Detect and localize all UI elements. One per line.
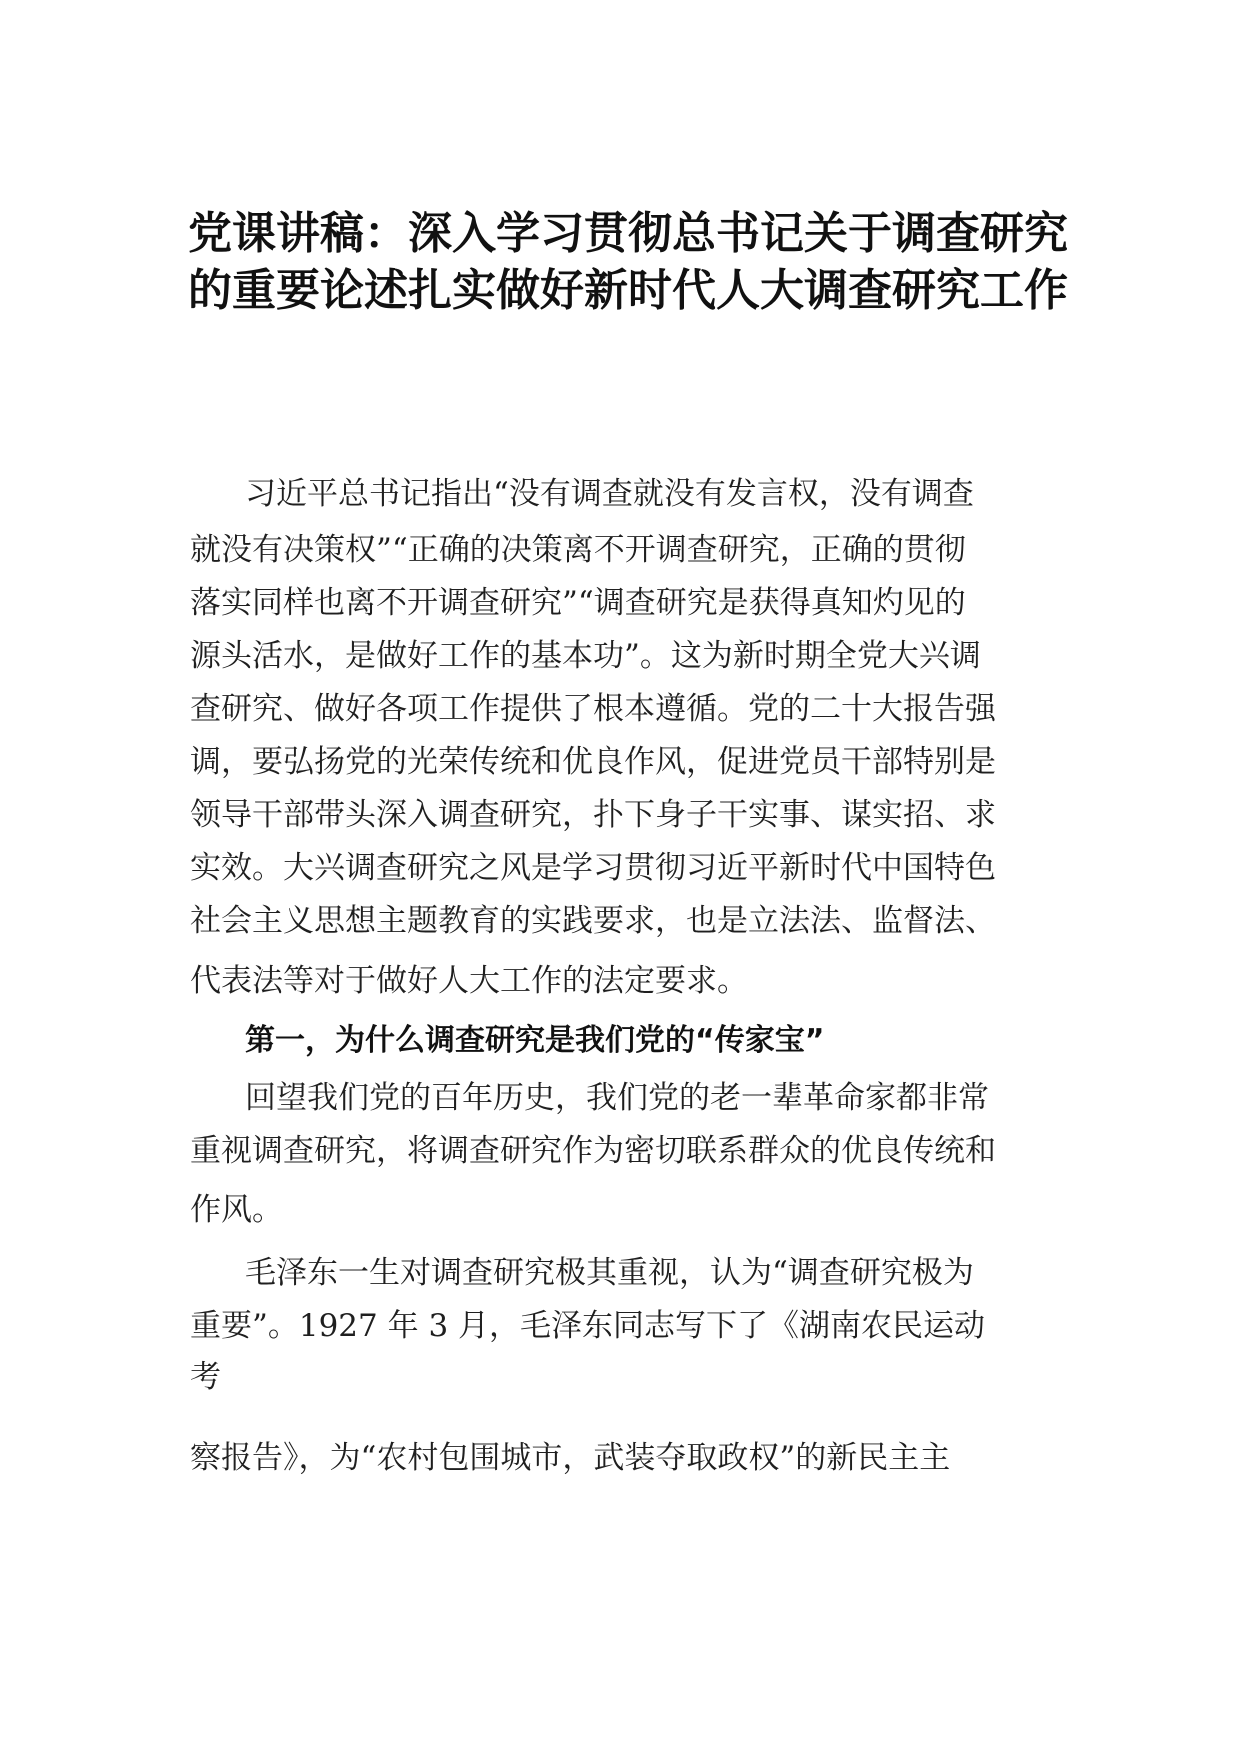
paragraph-1-line-10: 代表法等对于做好人大工作的法定要求。 — [190, 963, 748, 999]
paragraph-1-line-5: 查研究、做好各项工作提供了根本遵循。党的二十大报告强 — [190, 691, 996, 727]
section-heading-1: 第一，为什么调查研究是我们党的“传家宝” — [245, 1023, 825, 1058]
paragraph-1-line-8: 实效。大兴调查研究之风是学习贯彻习近平新时代中国特色 — [190, 850, 996, 886]
paragraph-1-line-1: 习近平总书记指出“没有调查就没有发言权，没有调查 — [245, 476, 974, 512]
paragraph-3-line-2: 重要”。1927 年 3 月，毛泽东同志写下了《湖南农民运动 — [190, 1308, 986, 1344]
paragraph-3-line-1: 毛泽东一生对调查研究极其重视，认为“调查研究极为 — [245, 1255, 974, 1291]
paragraph-1-line-3: 落实同样也离不开调查研究”“调查研究是获得真知灼见的 — [190, 585, 966, 621]
paragraph-3-line-4: 察报告》，为“农村包围城市，武装夺取政权”的新民主主 — [190, 1440, 951, 1476]
paragraph-1-line-9: 社会主义思想主题教育的实践要求，也是立法法、监督法、 — [190, 903, 996, 939]
paragraph-1-line-6: 调，要弘扬党的光荣传统和优良作风，促进党员干部特别是 — [190, 744, 996, 780]
paragraph-1-line-4: 源头活水，是做好工作的基本功”。这为新时期全党大兴调 — [190, 638, 981, 674]
paragraph-1-line-7: 领导干部带头深入调查研究，扑下身子干实事、谋实招、求 — [190, 797, 996, 833]
paragraph-2-line-2: 重视调查研究，将调查研究作为密切联系群众的优良传统和 — [190, 1133, 996, 1169]
paragraph-3-line-3: 考 — [190, 1359, 221, 1395]
document-title: 党课讲稿：深入学习贯彻总书记关于调查研究的重要论述扎实做好新时代人大调查研究工作 — [188, 208, 1068, 316]
paragraph-2-line-3: 作风。 — [190, 1192, 283, 1228]
paragraph-2-line-1: 回望我们党的百年历史，我们党的老一辈革命家都非常 — [245, 1080, 989, 1116]
paragraph-1-line-2: 就没有决策权”“正确的决策离不开调查研究，正确的贯彻 — [190, 532, 966, 568]
